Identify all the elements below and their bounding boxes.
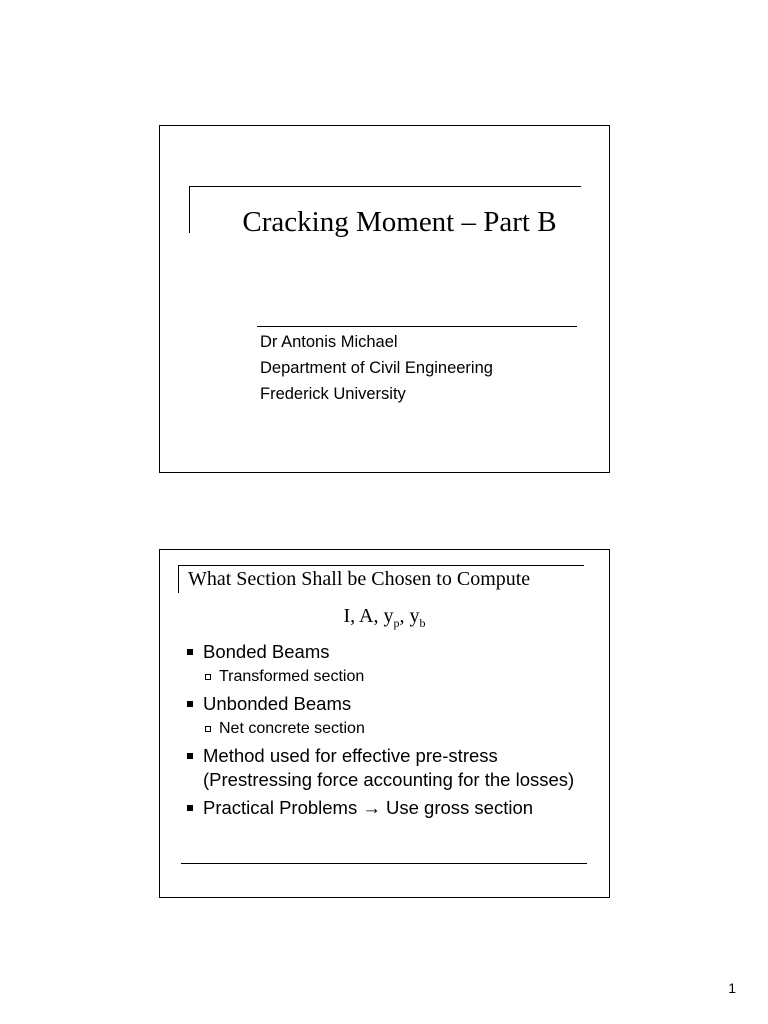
department: Department of Civil Engineering bbox=[260, 359, 493, 377]
title-rule-top bbox=[189, 186, 581, 187]
title-rule-left bbox=[178, 565, 179, 593]
slide-2-title-line-2: I, A, $y_p$, $y_b$ bbox=[343, 605, 426, 630]
hollow-square-bullet-icon bbox=[205, 674, 211, 680]
author-block bbox=[260, 329, 493, 407]
square-bullet-icon bbox=[187, 805, 193, 811]
author-name: Dr Antonis Michael bbox=[260, 333, 398, 351]
bullet-practical-problems: Practical Problems → Use gross section bbox=[186, 796, 596, 820]
slide-2-title-line-1: What Section Shall be Chosen to Compute bbox=[188, 568, 531, 590]
sub-bullet-net-concrete-section: Net concrete section bbox=[186, 718, 596, 740]
page-number: 1 bbox=[728, 980, 736, 996]
hollow-square-bullet-icon bbox=[205, 726, 211, 732]
slide-1-title: Cracking Moment – Part B bbox=[242, 206, 557, 238]
bullet-bonded-beams: Bonded Beams bbox=[186, 640, 596, 664]
slide-2 bbox=[159, 549, 610, 898]
bullet-unbonded-beams: Unbonded Beams bbox=[186, 692, 596, 716]
title-rule-top bbox=[178, 565, 584, 566]
author-rule bbox=[257, 326, 577, 327]
slide-1 bbox=[159, 125, 610, 473]
square-bullet-icon bbox=[187, 701, 193, 707]
sub-bullet-transformed-section: Transformed section bbox=[186, 666, 596, 688]
square-bullet-icon bbox=[187, 649, 193, 655]
square-bullet-icon bbox=[187, 753, 193, 759]
bullet-effective-prestress: Method used for effective pre-stress (Prestressing force accounting for the losses) bbox=[186, 744, 596, 792]
bullet-list bbox=[186, 636, 596, 820]
university: Frederick University bbox=[260, 385, 406, 403]
footer-rule bbox=[181, 863, 587, 864]
